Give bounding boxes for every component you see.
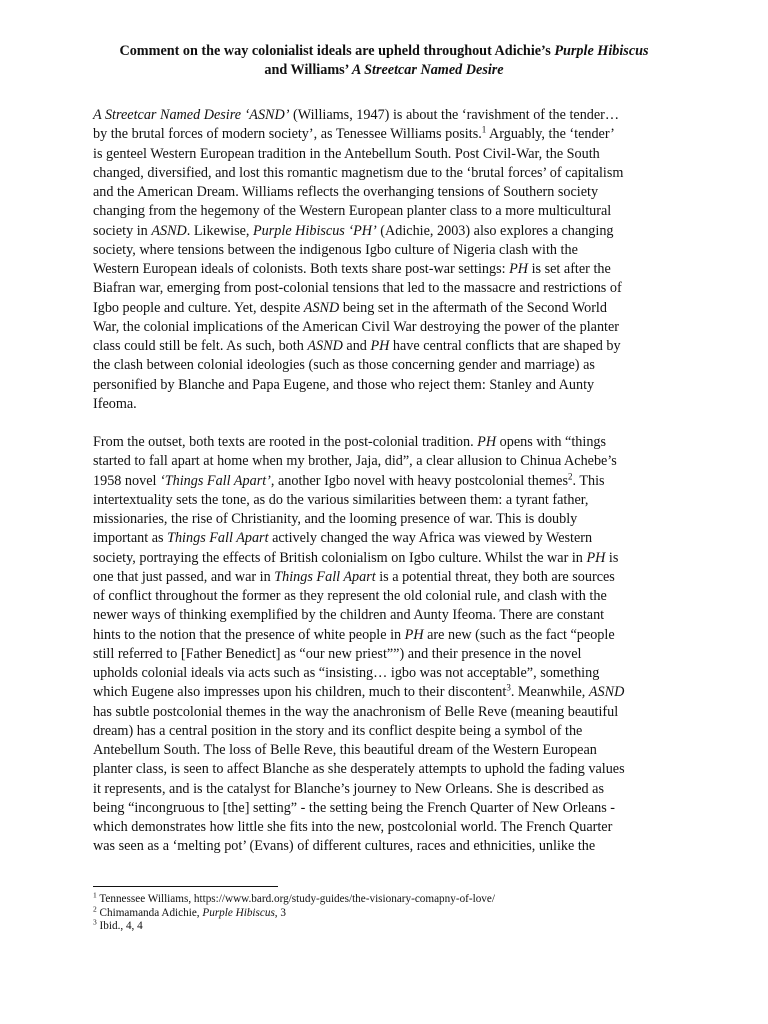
italic-title-text: A Streetcar Named Desire ‘ASND’ xyxy=(93,107,290,123)
paragraph1-line xyxy=(93,260,675,279)
paragraph2-line xyxy=(93,664,675,683)
text-run: started to fall apart at home when my brother, Jaja, did”, a clear allusion to Chinua Achebe’s xyxy=(93,453,617,470)
text-run: being “incongruous to [the] setting” - the setting being the French Quarter of New Orleans - xyxy=(93,799,616,816)
text-run: . This xyxy=(572,472,605,489)
paragraph2-line xyxy=(93,568,675,587)
paragraph2-line xyxy=(93,741,675,760)
paragraph2-line xyxy=(93,472,675,491)
text-run: the clash between colonial ideologies (such as those concerning gender and marriage) as xyxy=(93,357,595,374)
paragraph1-line xyxy=(93,318,675,337)
text-run: upholds colonial ideals via acts such as “insisting… igbo was not acceptable”, something xyxy=(93,665,600,681)
text-run: society, where tensions between the indigenous Igbo culture of Nigeria clash with the xyxy=(93,241,578,258)
text-run: actively changed the way Africa was viewed by Western xyxy=(268,530,593,547)
paragraph2-line xyxy=(93,606,675,625)
text-run: Tennessee Williams, https://www.bard.org/study-guides/the-visionary-comapny-of-love/ xyxy=(96,893,495,905)
text-run: and the American Dream. Williams reflects the overhanging tensions of Southern society xyxy=(93,184,599,200)
italic-title-text: PH xyxy=(586,549,606,566)
paragraph2-line xyxy=(93,529,675,548)
paragraph1-line xyxy=(93,376,675,395)
text-run: is xyxy=(605,549,619,566)
document-title xyxy=(93,42,675,80)
text-run: Biafran war, emerging from post-colonial tensions that led to the massacre and restrictions of xyxy=(93,280,622,297)
paragraph2-line xyxy=(93,510,675,529)
paragraph2-line xyxy=(93,703,675,722)
text-run: society in xyxy=(93,222,152,239)
text-run: . Likewise, xyxy=(186,222,253,239)
text-run: and xyxy=(342,338,371,354)
text-run: still referred to [Father Benedict] as “our new priest””) and their presence in the novel xyxy=(93,645,582,662)
text-run: War, the colonial implications of the American Civil War destroying the power of the planter xyxy=(93,318,620,335)
paragraph2-line xyxy=(93,683,675,702)
text-run: changing from the hegemony of the Western European planter class to a more multicultural xyxy=(93,203,612,220)
text-run: planter class, is seen to affect Blanche as she desperately attempts to uphold the fading values xyxy=(93,761,625,778)
text-run: Ibid., 4, 4 xyxy=(96,920,143,932)
italic-title-text: PH xyxy=(370,338,390,354)
paragraph1-line xyxy=(93,222,675,241)
footnotes-line xyxy=(93,903,675,921)
text-run: have central conflicts that are shaped by xyxy=(389,338,621,354)
paragraph2-line xyxy=(93,587,675,606)
italic-title-text: ASND xyxy=(588,684,625,701)
title-line-2: and Williams’ A Streetcar Named Desire xyxy=(264,62,504,78)
paragraph2-line xyxy=(93,722,675,741)
text-run: missionaries, the rise of Christianity, and the looming presence of war. This is doubly xyxy=(93,511,578,527)
paragraph2-line xyxy=(93,760,675,779)
italic-title-text: Purple Hibiscus ‘PH’ xyxy=(253,222,377,239)
text-run: opens with “things xyxy=(496,434,607,450)
footnote-marker: 1 xyxy=(93,890,97,900)
text-run: is genteel Western European tradition in the Antebellum South. Post Civil-War, the South xyxy=(93,145,600,162)
document-page xyxy=(93,42,675,857)
footnotes-line xyxy=(93,917,675,934)
text-run: by the brutal forces of modern society’, as Tenessee Williams posits. xyxy=(93,126,482,143)
paragraph2-line xyxy=(93,837,675,856)
text-run: 1958 novel xyxy=(93,472,160,489)
text-run: being set in the aftermath of the Second World xyxy=(339,299,607,316)
footnotes-line xyxy=(93,890,675,907)
paragraph2-line xyxy=(93,645,675,664)
text-run: is set after the xyxy=(528,261,611,277)
text-run: one that just passed, and war in xyxy=(93,568,275,585)
italic-title-text: ‘Things Fall Apart’ xyxy=(160,472,271,489)
paragraph2-line xyxy=(93,780,675,799)
text-run: , 3 xyxy=(274,906,286,919)
text-run: which Eugene also impresses upon his children, much to their discontent xyxy=(93,684,507,701)
text-run: personified by Blanche and Papa Eugene, and those who reject them: Stanley and Aunty xyxy=(93,376,595,393)
footnotes xyxy=(93,890,675,934)
paragraph2-line xyxy=(93,549,675,568)
paragraph1-line xyxy=(93,279,675,298)
text-run: which demonstrates how little she fits into the new, postcolonial world. The French Quarter xyxy=(93,819,613,835)
paragraph1-line xyxy=(93,337,675,356)
footnote-marker: 3 xyxy=(93,917,97,927)
text-run: Antebellum South. The loss of Belle Reve, this beautiful dream of the Western European xyxy=(93,742,597,758)
paragraph1-line xyxy=(93,202,675,221)
text-run: was seen as a ‘melting pot’ (Evans) of different cultures, races and ethnicities, unlike the xyxy=(93,838,596,855)
text-run: (Williams, 1947) is about the ‘ravishment of the tender… xyxy=(289,107,620,123)
paragraph1-line xyxy=(93,356,675,375)
text-run: class could still be felt. As such, both xyxy=(93,338,308,354)
italic-title-text: PH xyxy=(509,261,529,277)
italic-title-text: ASND xyxy=(307,338,343,354)
paragraph1-line xyxy=(93,164,675,183)
footnote-marker: 3 xyxy=(506,682,511,693)
footnote-marker: 2 xyxy=(93,903,97,913)
paragraph1-line xyxy=(93,299,675,318)
italic-title-text: ASND xyxy=(303,299,340,316)
text-run: intertextuality sets the tone, as do the various similarities between them: a tyrant father, xyxy=(93,491,589,508)
italic-title-text: PH xyxy=(477,434,497,450)
italic-title-text: Things Fall Apart xyxy=(167,530,269,547)
paragraph1-line xyxy=(93,183,675,202)
footnote-marker: 2 xyxy=(567,470,573,481)
italic-title-text: ASND xyxy=(151,222,187,239)
paragraph-1 xyxy=(93,106,675,414)
paragraph2-line xyxy=(93,433,675,452)
paragraph1-line xyxy=(93,241,675,260)
text-run: Igbo people and culture. Yet, despite xyxy=(93,299,304,316)
text-run: , another Igbo novel with heavy postcolonial themes xyxy=(270,472,568,489)
text-run: dream) has a central position in the story and its conflict despite being a symbol of the xyxy=(93,722,583,739)
text-run: it represents, and is the catalyst for Blanche’s journey to New Orleans. She is described as xyxy=(93,780,604,797)
text-run: hints to the notion that the presence of white people in xyxy=(93,626,405,643)
text-run: is a potential threat, they both are sources xyxy=(375,568,615,585)
text-run: are new (such as the fact “people xyxy=(423,626,615,643)
italic-title-text: Things Fall Apart xyxy=(274,568,376,585)
italic-title-text: PH xyxy=(404,626,424,643)
text-run: has subtle postcolonial themes in the way the anachronism of Belle Reve (meaning beautiful xyxy=(93,703,619,720)
text-run: Western European ideals of colonists. Both texts share post-war settings: xyxy=(93,261,510,277)
paragraph1-line xyxy=(93,125,675,144)
paragraph-2 xyxy=(93,433,675,857)
text-run: From the outset, both texts are rooted in the post-colonial tradition. xyxy=(93,434,478,450)
text-run: changed, diversified, and lost this romantic magnetism due to the ‘brutal forces’ of capitalism xyxy=(93,164,624,181)
footnote-separator xyxy=(93,886,278,887)
text-run: Ifeoma. xyxy=(93,395,137,412)
paragraph1-line xyxy=(93,395,675,414)
text-run: society, portraying the effects of British colonialism on Igbo culture. Whilst the war in xyxy=(93,549,587,566)
text-run: important as xyxy=(93,530,168,547)
text-run: Chimamanda Adichie, xyxy=(96,906,203,919)
paragraph2-line xyxy=(93,799,675,818)
text-run: newer ways of thinking exemplified by the children and Aunty Ifeoma. There are constant xyxy=(93,607,605,624)
italic-title-text: Purple Hibiscus xyxy=(202,906,275,919)
paragraph2-line xyxy=(93,626,675,645)
paragraph2-line xyxy=(93,818,675,837)
text-run: . Meanwhile, xyxy=(510,684,589,701)
text-run: Arguably, the ‘tender’ xyxy=(486,126,615,143)
text-run: (Adichie, 2003) also explores a changing xyxy=(376,222,614,239)
footnote-marker: 1 xyxy=(481,124,487,135)
paragraph2-line xyxy=(93,491,675,510)
text-run: of conflict throughout the former as they represent the old colonial rule, and clash with the xyxy=(93,588,607,604)
paragraph1-line xyxy=(93,106,675,125)
title-line-1: Comment on the way colonialist ideals are upheld throughout Adichie’s Purple Hibiscus xyxy=(119,43,649,59)
paragraph2-line xyxy=(93,452,675,471)
paragraph1-line xyxy=(93,145,675,164)
